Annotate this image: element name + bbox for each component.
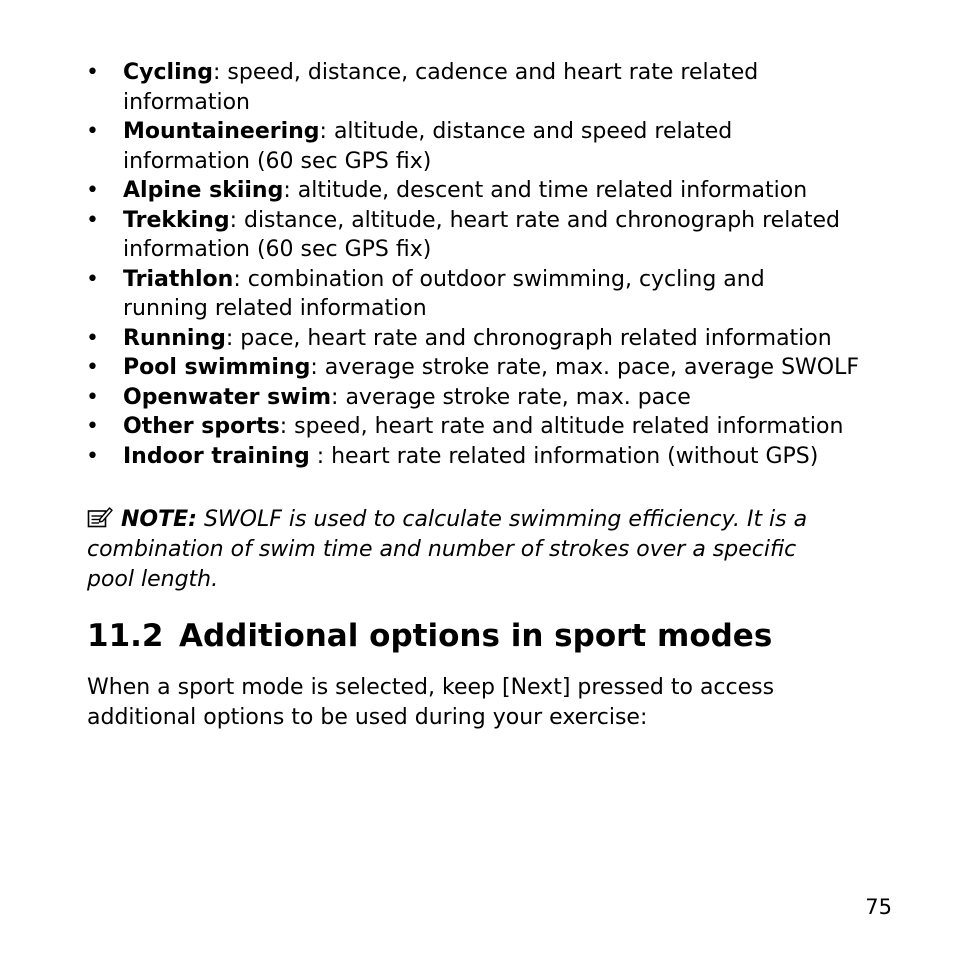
list-item (86, 117, 876, 176)
sport-mode-description: : distance, altitude, heart rate and chronograph related (229, 207, 840, 233)
list-item (86, 442, 876, 472)
list-item (86, 58, 876, 117)
sport-mode-term: Alpine skiing (123, 178, 284, 203)
list-item (86, 353, 876, 383)
sport-mode-term: Mountaineering (123, 119, 320, 144)
sport-mode-term: Indoor training (123, 443, 310, 469)
sport-mode-description: : pace, heart rate and chronograph related information (225, 325, 832, 351)
sport-mode-term: Running (123, 325, 226, 351)
sport-mode-description: : altitude, distance and speed related (319, 119, 733, 144)
bullet-marker: • (86, 414, 99, 439)
list-item (86, 265, 876, 324)
sport-modes-list (86, 58, 876, 471)
list-item (86, 176, 876, 206)
sport-mode-description-cont: information (123, 89, 250, 115)
bullet-marker: • (86, 266, 99, 292)
sport-mode-description-cont: information (60 sec GPS fix) (123, 237, 432, 262)
body-paragraph: When a sport mode is selected, keep [Next] pressed to access additional options to be used during your exercise: (87, 675, 775, 730)
note-text: SWOLF is used to calculate swimming efficiency. It is a combination of swim time and number of strokes over a specific pool length. (87, 507, 808, 592)
section-heading (87, 614, 772, 658)
sport-mode-description: : average stroke rate, max. pace (331, 384, 691, 410)
bullet-marker: • (86, 355, 99, 380)
sport-mode-description: : combination of outdoor swimming, cycling and (233, 266, 765, 292)
sport-mode-description: : speed, heart rate and altitude related information (279, 414, 844, 439)
sport-mode-description-cont: running related information (123, 296, 427, 321)
bullet-marker: • (86, 207, 99, 233)
bullet-marker: • (86, 119, 99, 144)
bullet-marker: • (86, 325, 99, 351)
note-label: NOTE: (121, 507, 197, 532)
sport-mode-term: Pool swimming (123, 355, 311, 380)
sport-mode-description-cont: information (60 sec GPS fix) (123, 148, 432, 174)
list-item (86, 324, 876, 354)
list-item (86, 383, 876, 413)
sport-mode-term: Other sports (123, 414, 280, 439)
section-number: 11.2 (87, 618, 164, 654)
sport-mode-description: : average stroke rate, max. pace, average SWOLF (310, 355, 860, 380)
bullet-marker: • (86, 443, 99, 469)
bullet-marker: • (86, 178, 99, 203)
sport-mode-term: Triathlon (123, 266, 234, 292)
section-title: Additional options in sport modes (179, 618, 773, 654)
sport-mode-term: Openwater swim (123, 384, 332, 410)
bullet-marker: • (86, 60, 99, 85)
sport-mode-description: : heart rate related information (without GPS) (309, 443, 819, 469)
sport-mode-term: Cycling (123, 60, 214, 85)
list-item (86, 206, 876, 265)
list-item (86, 412, 876, 442)
sport-mode-term: Trekking (123, 207, 230, 233)
page-number: 75 (865, 895, 892, 919)
sport-mode-description: : speed, distance, cadence and heart rate related (213, 60, 759, 85)
bullet-marker: • (86, 384, 99, 410)
note-pencil-icon (87, 506, 113, 528)
sport-mode-description: : altitude, descent and time related information (283, 178, 808, 203)
note-block (87, 505, 847, 595)
